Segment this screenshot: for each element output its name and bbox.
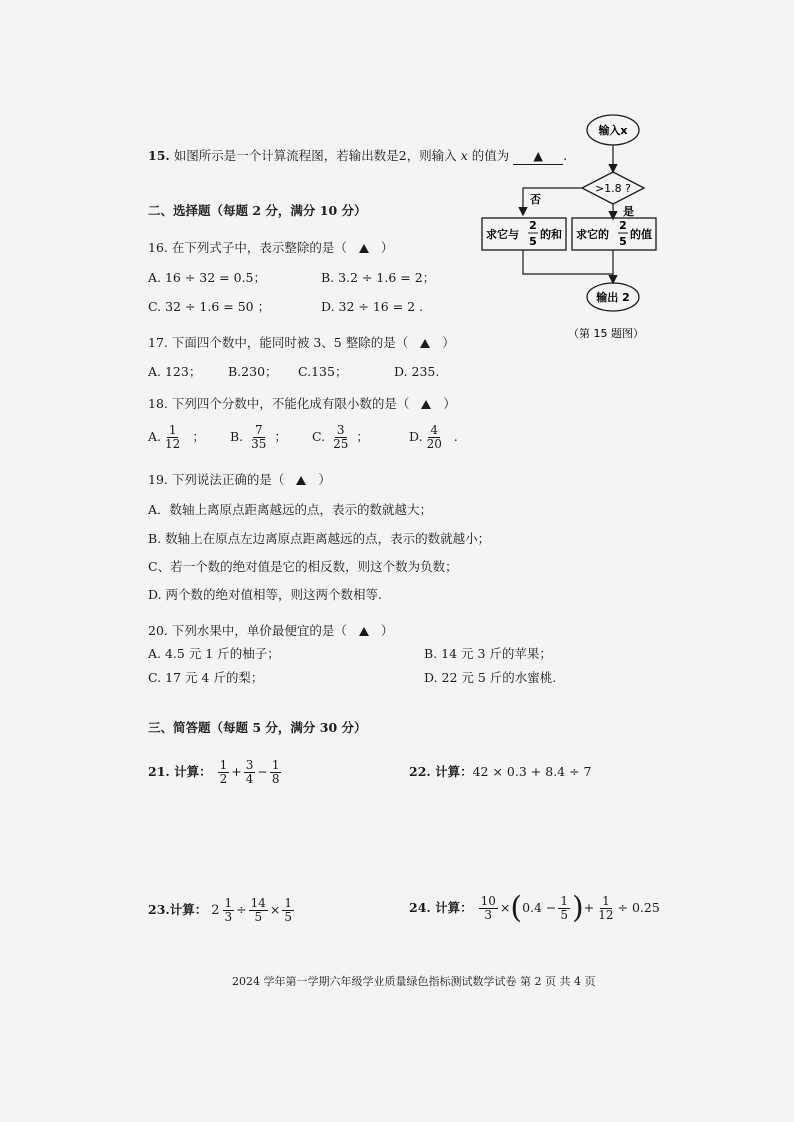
option-c: C.135； (298, 364, 348, 379)
denominator: 4 (245, 772, 254, 786)
section-3-title: 三、简答题（每题 5 分，满分 30 分） (148, 720, 367, 735)
operator: + (231, 764, 242, 779)
numerator: 3 (336, 423, 345, 437)
expression: 42 × 0.3 + 8.4 ÷ 7 (472, 764, 592, 779)
flow-caption: （第 15 题图） (568, 327, 644, 340)
option-c: C. 17 元 4 斤的梨； (148, 670, 264, 685)
numerator: 1 (224, 896, 233, 910)
fraction (558, 895, 570, 922)
option-d: D. 两个数的绝对值相等，则这两个数相等. (148, 587, 382, 602)
option-d (409, 420, 458, 454)
fraction (282, 897, 294, 924)
question-stem: 18. 下列四个分数中，不能化成有限小数的是（ (148, 396, 410, 411)
variable-x: x (460, 148, 468, 163)
numerator: 4 (430, 423, 439, 437)
fraction (249, 897, 268, 924)
fraction (218, 759, 230, 786)
question-stem: 17. 下面四个数中，能同时被 3、5 整除的是（ (148, 335, 409, 350)
question-22 (409, 764, 592, 780)
question-19 (148, 472, 331, 488)
option-a: A. 16 ÷ 32 = 0.5； (148, 270, 267, 285)
flow-no-label: 否 (530, 193, 541, 206)
answer-mark-icon (296, 476, 306, 485)
flow-right-prefix: 求它的 (576, 228, 609, 241)
whole-part: 2 (211, 902, 220, 918)
numerator: 1 (219, 758, 228, 772)
option-label: A. (148, 429, 162, 444)
flow-left-frac-num: 2 (529, 219, 537, 232)
answer-mark-icon (421, 400, 431, 409)
option-c: C. 32 ÷ 1.6 = 50 ； (148, 299, 271, 314)
numerator: 14 (250, 896, 266, 910)
fraction (331, 424, 350, 451)
denominator: 3 (224, 910, 233, 924)
numerator: 1 (271, 758, 280, 772)
option-c (312, 420, 369, 454)
fraction (249, 424, 268, 451)
flow-right-suffix: 的值 (630, 228, 652, 241)
operator: ÷ (236, 902, 247, 917)
question-18 (148, 396, 456, 412)
option-end: ； (192, 429, 205, 444)
operator: + (583, 900, 595, 915)
option-label: B. (230, 429, 244, 444)
option-a: A．数轴上离原点距离越远的点，表示的数就越大； (148, 502, 433, 517)
flow-input-label: 输入x (598, 124, 628, 137)
question-close: ） (442, 335, 455, 350)
question-stem: 20. 下列水果中，单价最便宜的是（ (148, 623, 347, 638)
denominator: 5 (284, 910, 293, 924)
denominator: 2 (219, 772, 228, 786)
option-b (230, 420, 287, 454)
flow-yes-label: 是 (623, 205, 634, 218)
option-a (148, 420, 205, 454)
operator: × (499, 900, 511, 915)
question-stem: 16. 在下列式子中，表示整除的是（ (148, 240, 347, 255)
question-text-2: 的值为 (471, 148, 510, 163)
operator: − (257, 764, 268, 779)
fraction (244, 759, 256, 786)
option-b: B.230； (228, 364, 278, 379)
operator: × (269, 902, 281, 917)
answer-mark-icon (359, 627, 369, 636)
option-c: C、若一个数的绝对值是它的相反数，则这个数为负数； (148, 559, 458, 574)
denominator: 12 (598, 908, 614, 922)
flow-right-frac-num: 2 (619, 219, 627, 232)
question-label: 23.计算： (148, 902, 208, 917)
flowchart (470, 108, 670, 358)
mixed-number (211, 891, 236, 931)
option-d: D. 22 元 5 斤的水蜜桃. (424, 670, 557, 685)
fraction (163, 424, 182, 451)
flow-left-suffix: 的和 (540, 228, 562, 241)
option-d: D. 32 ÷ 16 = 2 . (321, 299, 424, 314)
fraction (223, 897, 235, 924)
option-a: A. 4.5 元 1 斤的柚子； (148, 646, 280, 661)
question-16 (148, 240, 393, 256)
option-end: . (453, 429, 458, 444)
denominator: 20 (426, 437, 442, 451)
option-label: C. (312, 429, 326, 444)
question-end: . (563, 148, 568, 163)
question-close: ） (380, 623, 394, 638)
question-label: 24. 计算： (409, 900, 473, 915)
question-number: 15. (148, 148, 170, 163)
answer-mark-icon (359, 244, 369, 253)
option-b: B. 3.2 ÷ 1.6 = 2； (321, 270, 436, 285)
numerator: 7 (254, 423, 263, 437)
question-text: 如图所示是一个计算流程图，若输出数是2，则输入 (173, 148, 457, 163)
section-2-title: 二、选择题（每题 2 分，满分 10 分） (148, 203, 367, 218)
option-label: D. (409, 429, 423, 444)
question-close: ） (443, 396, 456, 411)
option-end: ； (274, 429, 287, 444)
left-paren: ( (510, 890, 523, 926)
numerator: 10 (480, 894, 496, 908)
answer-mark: ▲ (533, 148, 544, 163)
option-b: B. 14 元 3 斤的苹果； (424, 646, 552, 661)
fraction (425, 424, 444, 451)
denominator: 5 (560, 908, 569, 922)
denominator: 12 (165, 437, 181, 451)
question-stem: 19. 下列说法正确的是（ (148, 472, 285, 487)
expression: 0.4 − (522, 900, 557, 915)
question-24 (409, 888, 660, 928)
flow-output-label: 输出 2 (596, 291, 630, 304)
page-footer: 2024 学年第一学期六年级学业质量绿色指标测试数学试卷 第 2 页 共 4 页 (232, 975, 596, 988)
option-end: ； (356, 429, 369, 444)
numerator: 1 (602, 894, 610, 908)
flow-merge-line (523, 250, 613, 274)
denominator: 35 (251, 437, 267, 451)
question-23 (148, 890, 296, 931)
denominator: 8 (271, 772, 280, 786)
option-d: D. 235. (394, 364, 440, 379)
fraction (479, 895, 498, 922)
numerator: 3 (245, 758, 254, 772)
question-close: ） (380, 240, 394, 255)
option-a: A. 123； (148, 364, 202, 379)
question-label: 22. 计算： (409, 764, 473, 779)
question-label: 21. 计算： (148, 764, 212, 779)
denominator: 3 (484, 908, 493, 922)
flow-right-frac-den: 5 (619, 235, 627, 248)
flow-left-prefix: 求它与 (486, 228, 519, 241)
fraction (270, 759, 282, 786)
question-20 (148, 623, 393, 639)
expression-tail: ÷ 0.25 (617, 900, 660, 915)
question-17 (148, 335, 455, 351)
flow-condition-label: >1.8 ? (594, 182, 632, 195)
fraction (596, 895, 615, 922)
numerator: 1 (560, 894, 569, 908)
numerator: 1 (168, 423, 177, 437)
question-close: ） (318, 472, 331, 487)
question-21 (148, 752, 283, 792)
denominator: 25 (333, 437, 349, 451)
answer-mark-icon (420, 339, 430, 348)
denominator: 5 (254, 910, 263, 924)
option-b: B. 数轴上在原点左边离原点距离越远的点，表示的数就越小； (148, 531, 491, 546)
right-paren: ) (572, 890, 584, 926)
flow-left-frac-den: 5 (529, 235, 537, 248)
numerator: 1 (284, 896, 293, 910)
